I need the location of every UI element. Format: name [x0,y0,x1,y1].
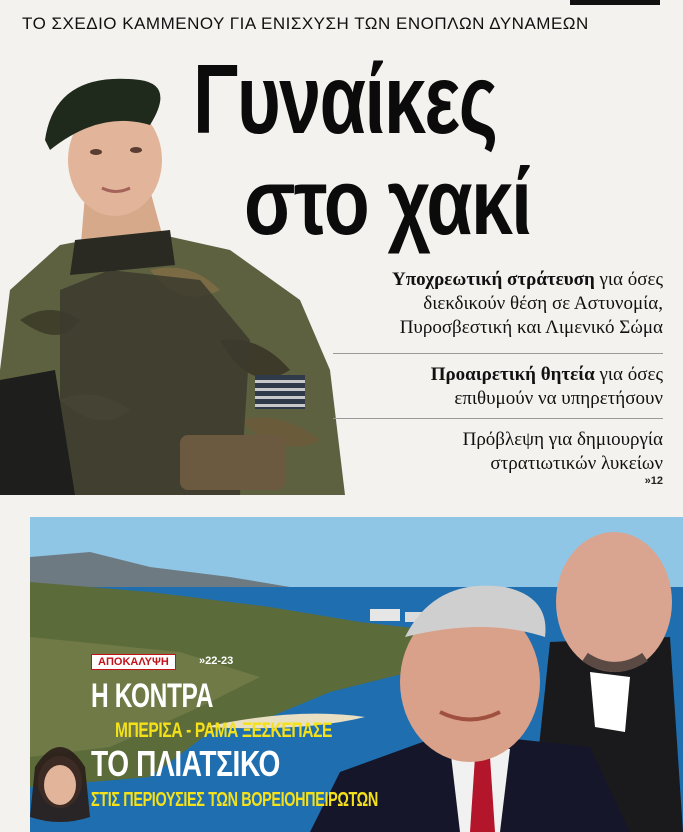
point-2-text-b: επιθυμούν να υπηρετήσουν [454,388,663,409]
second-story-title-2: ΜΠΕΡΙΣΑ - ΡΑΜΑ ΞΕΣΚΕΠΑΣΕ [115,719,333,742]
second-story-title-4: ΣΤΙΣ ΠΕΡΙΟΥΣΙΕΣ ΤΩΝ ΒΟΡΕΙΟΗΠΕΙΡΩΤΩΝ [91,789,378,811]
reveal-badge: ΑΠΟΚΑΛΥΨΗ [91,654,176,670]
point-1-bold: Υποχρεωτική στράτευση [391,269,595,290]
point-1-text-c: Πυροσβεστική και Λιμενικό Σώμα [399,317,663,338]
headline-line-1: Γυναίκες [193,44,497,154]
second-story-title-1: Η ΚΟΝΤΡΑ [91,677,214,715]
second-story-pages: »22-23 [199,655,234,667]
point-1-text-b: διεκδικούν θέση σε Αστυνομία, [423,293,663,314]
top-edge-strip [570,0,660,5]
greek-flag-patch-icon [255,375,305,409]
point-2 [431,363,663,411]
point-3 [463,428,663,476]
point-1-text-a: για όσες [594,269,663,290]
point-3-text-a: Πρόβλεψη για δημιουργία [462,429,663,450]
divider-2 [333,418,663,419]
second-story-title-3: ΤΟ ΠΛΙΑΤΣΙΚΟ [91,743,281,784]
point-2-text-a: για όσες [594,364,663,385]
point-2-bold: Προαιρετική θητεία [430,364,595,385]
point-3-text-b: στρατιωτικών λυκείων [490,453,663,474]
divider-1 [333,353,663,354]
point-1 [392,268,663,340]
headline-line-2: στο χακί [244,149,531,254]
page-reference: »12 [644,475,663,487]
pouch [180,435,285,490]
kicker: ΤΟ ΣΧΕΔΙΟ ΚΑΜΜΕΝΟΥ ΓΙΑ ΕΝΙΣΧΥΣΗ ΤΩΝ ΕΝΟΠΛΩΝ ΔΥΝΑΜΕΩΝ [22,14,589,33]
